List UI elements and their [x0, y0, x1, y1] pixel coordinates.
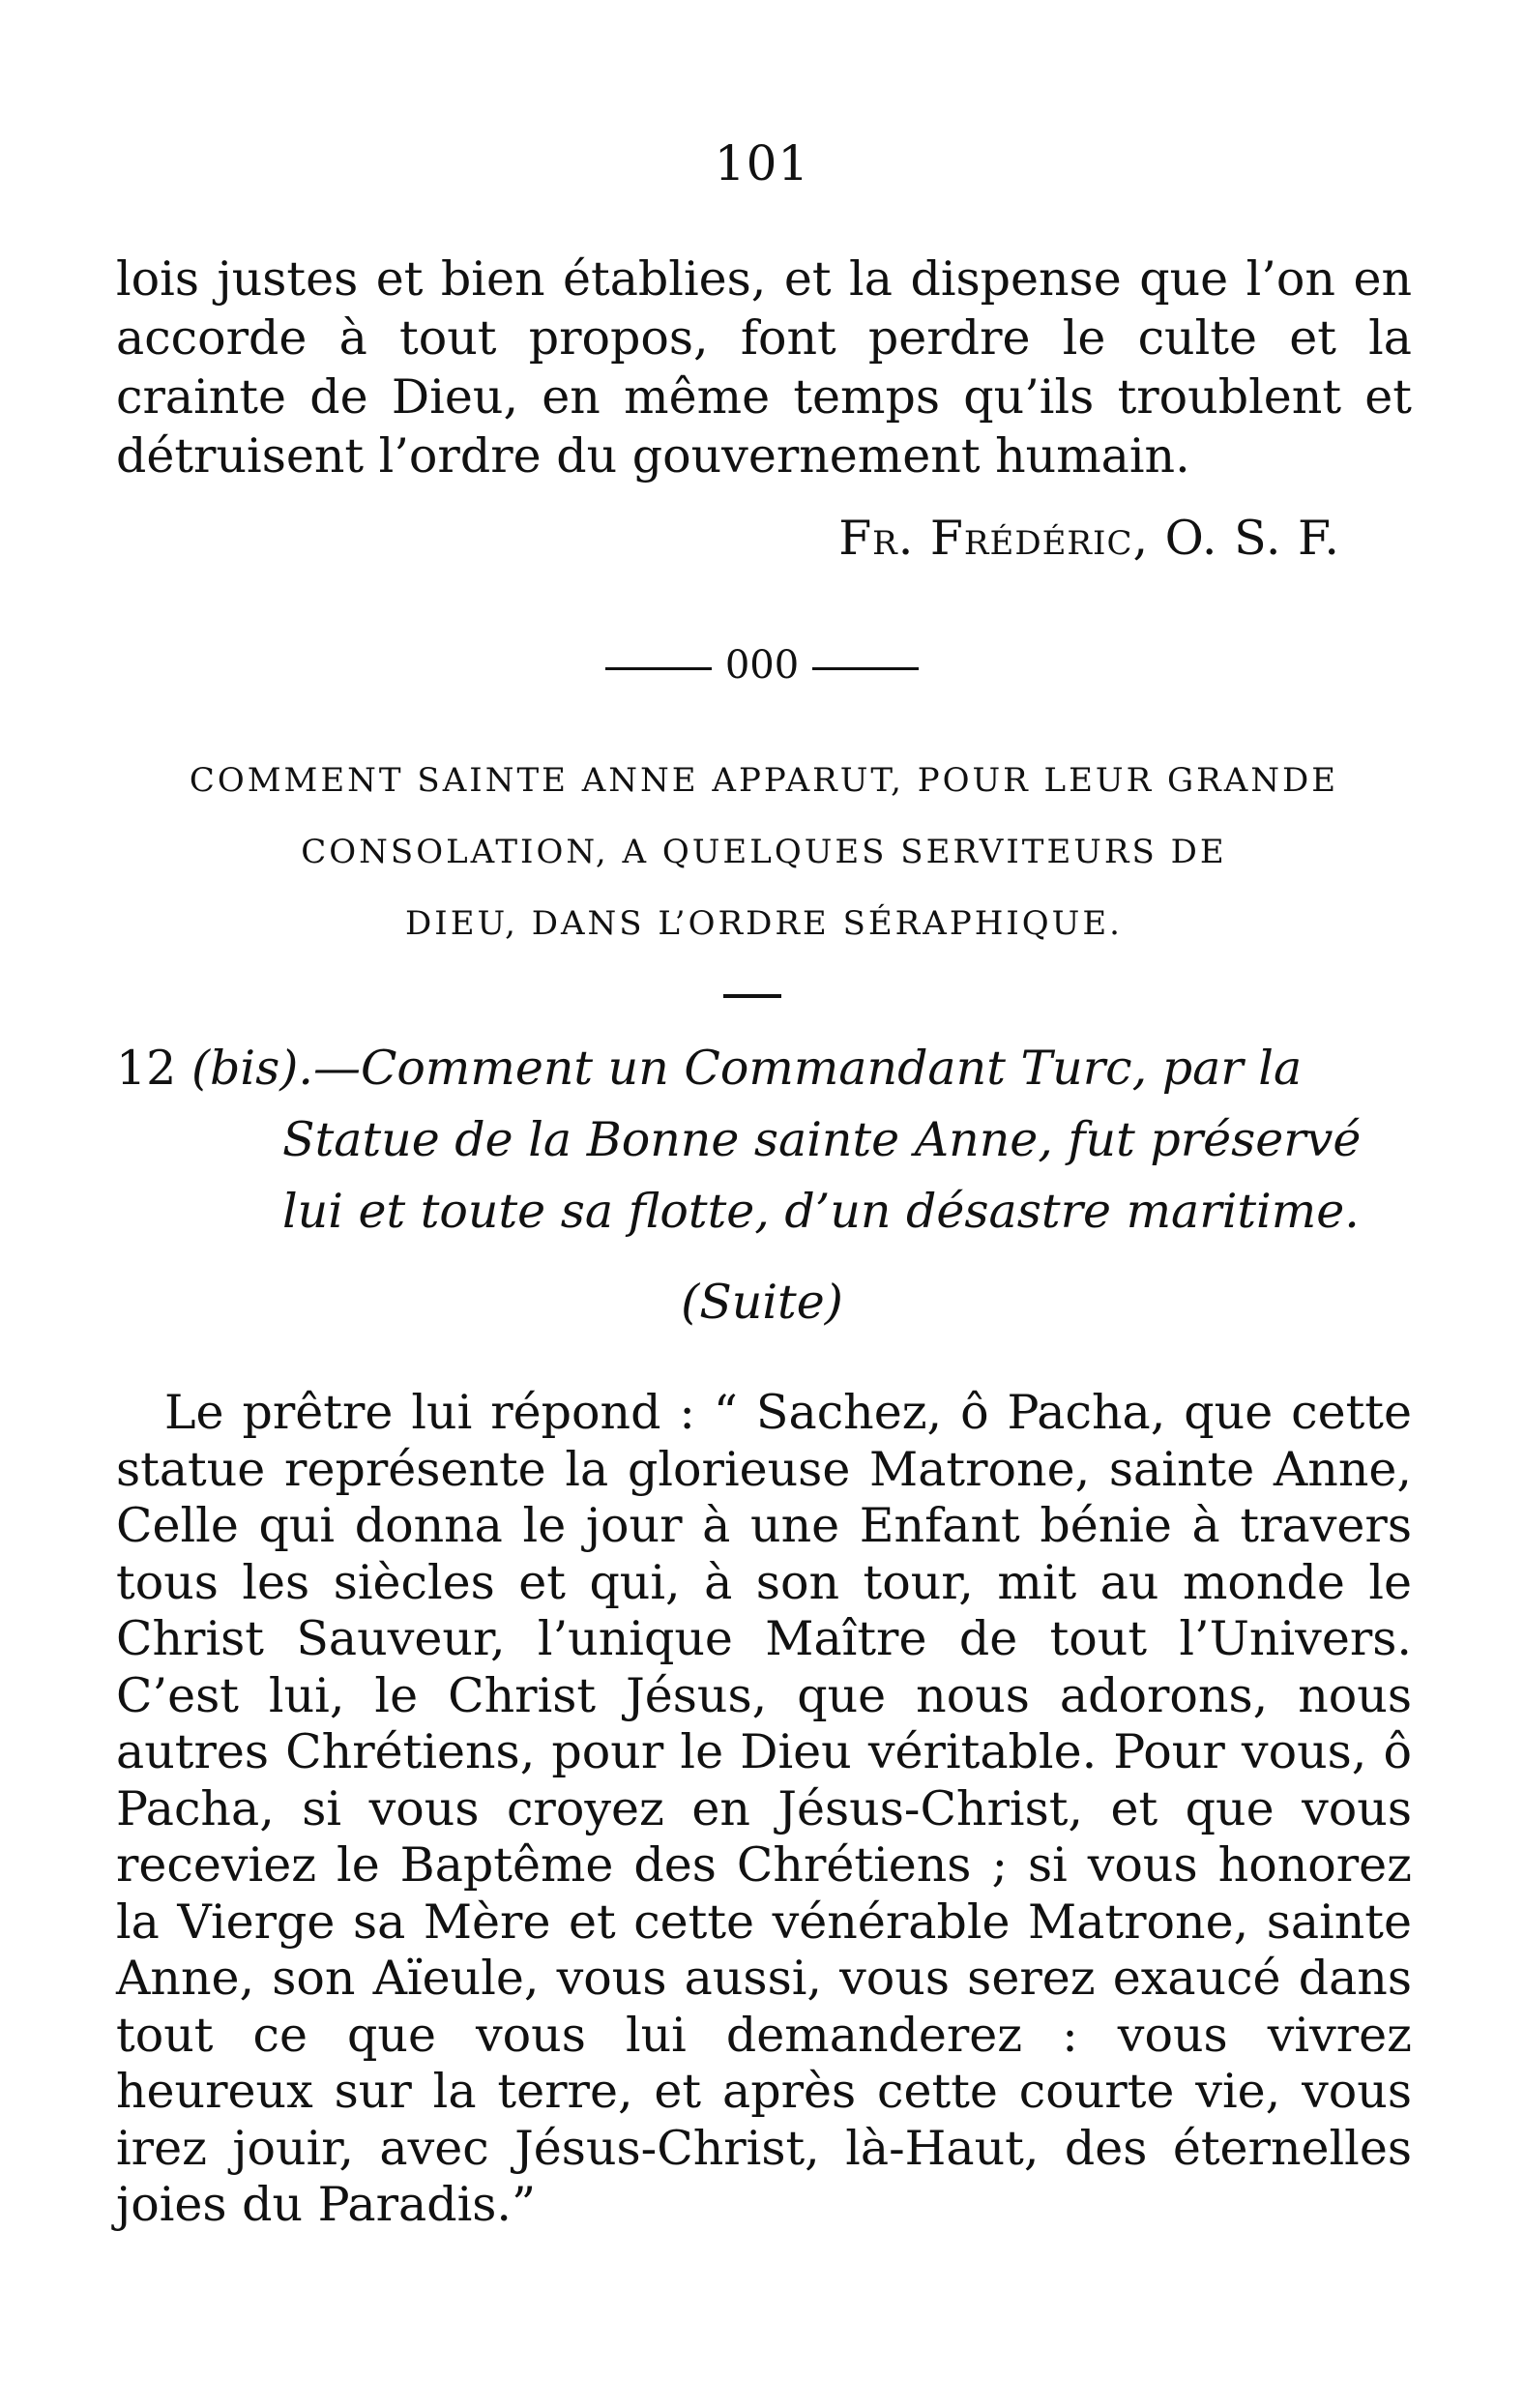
chapter-title — [116, 745, 1412, 959]
short-rule — [723, 994, 781, 998]
intro-paragraph — [116, 250, 1412, 485]
separator-dash-right — [812, 667, 919, 670]
body-paragraph — [116, 1385, 1412, 2234]
chapter-title-line: COMMENT SAINTE ANNE APPARUT, POUR LEUR GRANDE — [189, 761, 1339, 800]
separator-dash-left — [605, 667, 712, 670]
section-title-line: —Comment un Commandant Turc, par la — [312, 1041, 1303, 1096]
section-heading — [116, 1033, 1412, 1248]
body-text: Le prêtre lui répond : “ Sachez, ô Pacha, que cette statue représente la glorieuse Matrone, sainte Anne, Celle qui donna le jour à une Enfant bénie à travers tous les siècles et qui, à son tour, mit au monde le Christ Sauveur, l’unique Maître de tout l’Univers. C’est lui, le Christ Jésus, que nous adorons, nous autres Chrétiens, pour le Dieu véritable. Pour vous, ô Pacha, si vous croyez en Jésus-Christ, et que vous receviez le Baptême des Chrétiens ; si vous honorez la Vierge sa Mère et cette vénérable Matrone, sainte Anne, son Aïeule, vous aussi, vous serez exaucé dans tout ce que vous lui demanderez : vous vivrez heureux sur la terre, et après cette courte vie, vous irez jouir, avec Jésus-Christ, là-Haut, des éternelles joies du Paradis.” — [116, 1385, 1412, 2232]
suite-label: (Suite) — [681, 1275, 843, 1330]
page-number: 101 — [714, 135, 810, 191]
section-separator — [0, 638, 1524, 692]
intro-text: lois justes et bien établies, et la dispense que l’on en accorde à tout propos, font perdre le culte et la crainte de Dieu, en même temps qu’ils troublent et détruisent l’ordre du gouvernement humain. — [116, 251, 1412, 484]
separator-ornament: 000 — [724, 643, 800, 688]
section-bis: (bis). — [190, 1041, 313, 1096]
section-title-line: lui et toute sa flotte, d’un désastre maritime. — [282, 1184, 1360, 1239]
chapter-title-line: DIEU, DANS L’ORDRE SÉRAPHIQUE. — [405, 904, 1123, 943]
author-signature: Fr. Frédéric, O. S. F. — [838, 511, 1340, 566]
chapter-title-line: CONSOLATION, A QUELQUES SERVITEURS DE — [301, 833, 1227, 871]
section-title-line: Statue de la Bonne sainte Anne, fut préservé — [282, 1112, 1362, 1167]
section-number: 12 — [116, 1041, 177, 1096]
